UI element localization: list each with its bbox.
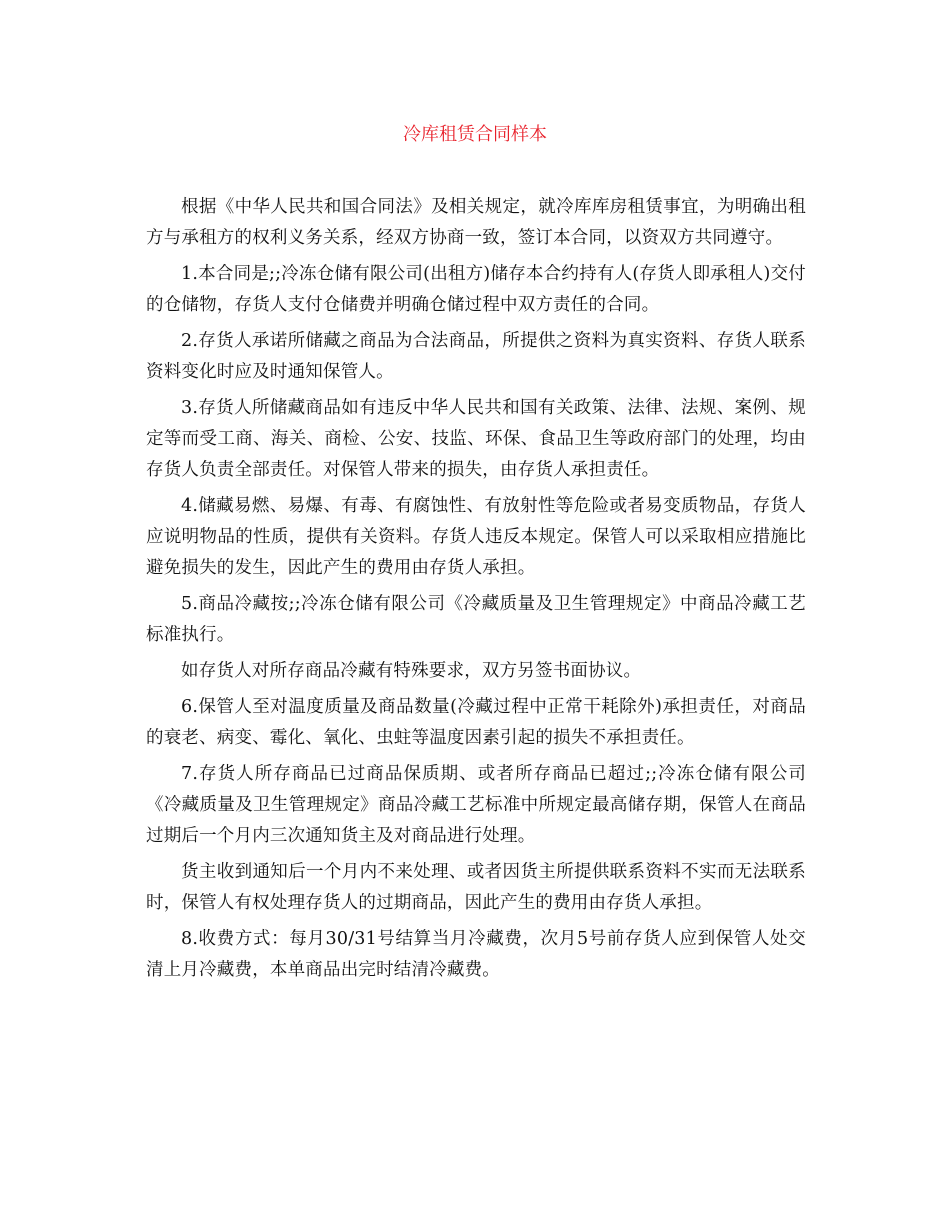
paragraph-clause-4: 4.储藏易燃、易爆、有毒、有腐蚀性、有放射性等危险或者易变质物品，存货人应说明物品的性质，提供有关资料。存货人违反本规定。保管人可以采取相应措施比避免损失的发生，因此产生的费用由存货人承担。 xyxy=(146,496,806,578)
paragraph-clause-7-note: 货主收到通知后一个月内不来处理、或者因货主所提供联系资料不实而无法联系时，保管人有权处理存货人的过期商品，因此产生的费用由存货人承担。 xyxy=(146,862,806,913)
paragraph-clause-8: 8.收费方式：每月30/31号结算当月冷藏费，次月5号前存货人应到保管人处交清上月冷藏费，本单商品出完时结清冷藏费。 xyxy=(146,929,806,980)
paragraph-clause-5: 5.商品冷藏按;;冷冻仓储有限公司《冷藏质量及卫生管理规定》中商品冷藏工艺标准执行。 xyxy=(146,594,806,645)
paragraph-clause-5-note: 如存货人对所存商品冷藏有特殊要求，双方另签书面协议。 xyxy=(181,661,642,681)
document-body xyxy=(146,192,806,991)
paragraph-preamble: 根据《中华人民共和国合同法》及相关规定，就冷库库房租赁事宜，为明确出租方与承租方的权利义务关系，经双方协商一致，签订本合同，以资双方共同遵守。 xyxy=(146,197,806,248)
paragraph-clause-6: 6.保管人至对温度质量及商品数量(冷藏过程中正常干耗除外)承担责任，对商品的衰老、病变、霉化、氧化、虫蛀等温度因素引起的损失不承担责任。 xyxy=(146,697,806,748)
paragraph-clause-7: 7.存货人所存商品已过商品保质期、或者所存商品已超过;;冷冻仓储有限公司《冷藏质量及卫生管理规定》商品冷藏工艺标准中所规定最高储存期，保管人在商品过期后一个月内三次通知货主及对商品进行处理。 xyxy=(146,764,806,846)
paragraph-clause-3: 3.存货人所储藏商品如有违反中华人民共和国有关政策、法律、法规、案例、规定等而受工商、海关、商检、公安、技监、环保、食品卫生等政府部门的处理，均由存货人负责全部责任。对保管人带来的损失，由存货人承担责任。 xyxy=(146,398,806,480)
paragraph-clause-1: 1.本合同是;;冷冻仓储有限公司(出租方)储存本合约持有人(存货人即承租人)交付的仓储物，存货人支付仓储费并明确仓储过程中双方责任的合同。 xyxy=(146,264,806,315)
paragraph-clause-2: 2.存货人承诺所储藏之商品为合法商品，所提供之资料为真实资料、存货人联系资料变化时应及时通知保管人。 xyxy=(146,331,806,382)
document-title: 冷库租赁合同样本 xyxy=(403,124,547,145)
